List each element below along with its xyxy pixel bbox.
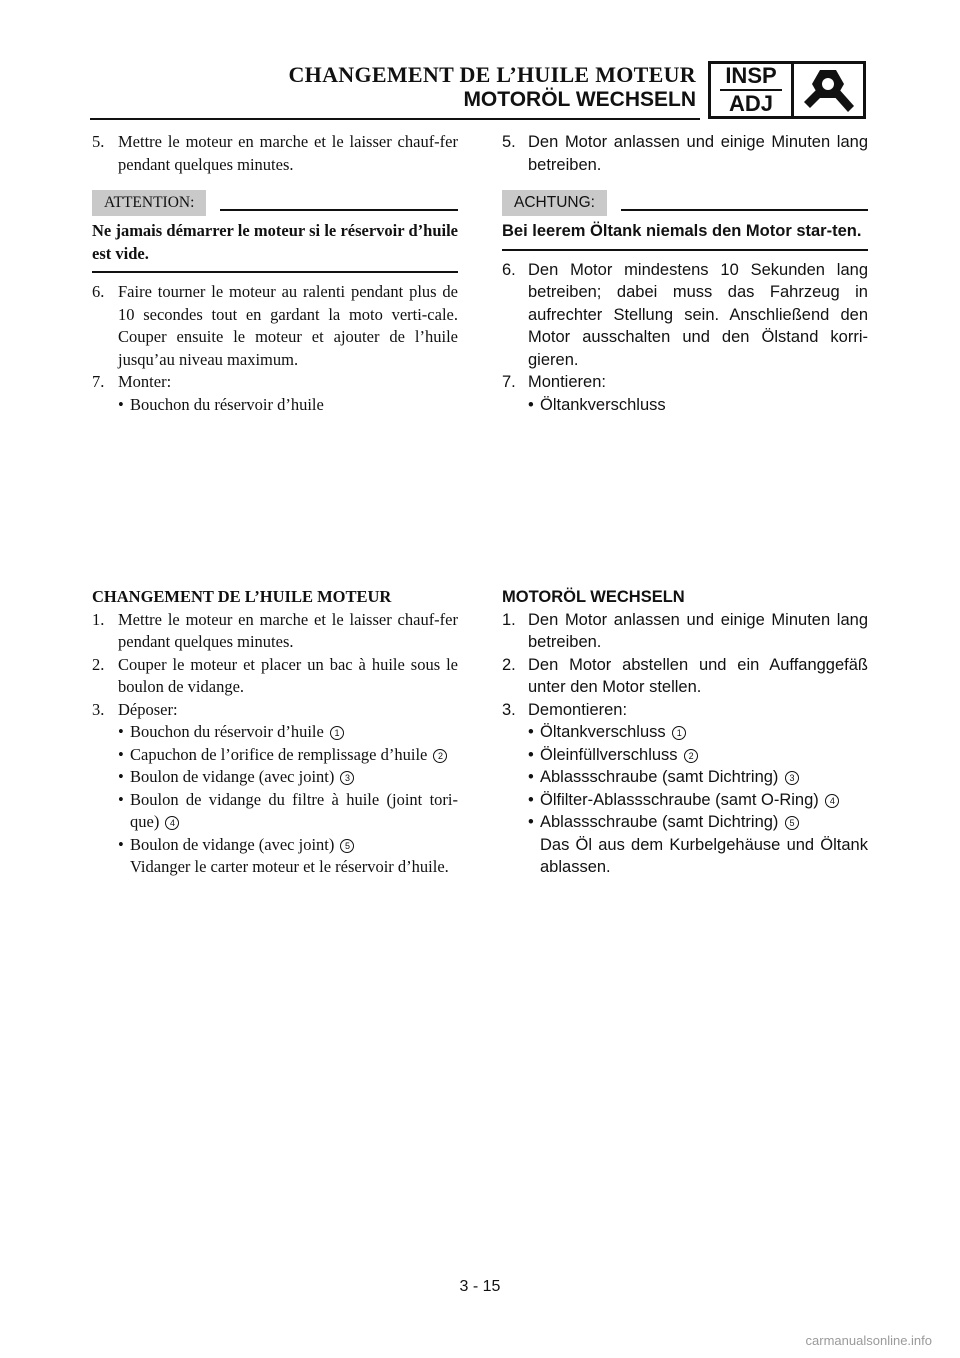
step-text: Couper le moteur et placer un bac à huile sous le boulon de vidange. [118,654,458,696]
bullet-text: Capuchon de l’orifice de remplissage d’huile [130,744,428,764]
bullet-dot: • [528,723,534,741]
step-text: Den Motor abstellen und ein Auffanggefäß unter den Motor stellen. [528,655,868,696]
de-section-title: MOTORÖL WECHSELN [502,588,685,606]
de-step-2 [502,654,868,699]
de-bullet-2 [502,744,868,767]
step-number: 1. [92,609,105,629]
bullet-text: Bouchon du réservoir d’huile [130,394,324,414]
step-text: Demontieren: [528,700,628,719]
callout-number: 2 [684,749,698,763]
bullet-text: Ablassschraube (samt Dichtring) [540,768,779,786]
badge-text [711,64,794,116]
callout-number: 3 [340,771,354,785]
fr-step-3 [92,699,458,722]
step-text: Monter: [118,372,172,391]
de-top-section [502,131,868,416]
fr-step-2 [92,654,458,699]
step-number: 2. [502,655,516,674]
bullet-dot: • [528,745,534,764]
fr-section-title: CHANGEMENT DE L’HUILE MOTEUR [92,587,392,606]
bullet-text: Öltankverschluss [540,723,666,741]
step-number: 7. [502,373,516,391]
header-rule [90,118,700,120]
bullet-dot: • [118,789,124,809]
step-text: Faire tourner le moteur au ralenti pendant plus de 10 secondes tout en gardant la moto verti-cale. Couper ensuite le moteur et ajouter de l’huile jusqu’au niveau maximum. [118,282,458,369]
step-text: Den Motor anlassen und einige Minuten lang betreiben. [528,133,868,174]
fr-drain-note: Vidanger le carter moteur et le réservoir d’huile. [130,857,449,876]
badge-bottom-label: ADJ [728,91,773,116]
bullet-text: Boulon de vidange (avec joint) [130,767,335,786]
bullet-dot: • [528,790,534,809]
step-text: Mettre le moteur en marche et le laisser chauf-fer pendant quelques minutes. [118,609,458,651]
fr-warning-header [92,190,458,216]
page-number: 3 - 15 [459,1278,501,1295]
step-number: 6. [502,260,516,279]
step-number: 2. [92,654,105,674]
fr-step-1 [92,609,458,654]
de-step-7 [502,371,868,394]
bullet-dot: • [118,722,124,741]
fr-step-5 [92,131,458,176]
bullet-dot: • [118,767,124,786]
fr-warning-text: Ne jamais démarrer le moteur si le réservoir d’huile est vide. [92,220,458,273]
de-step-7-bullet [502,394,868,417]
step-text: Mettre le moteur en marche et le laisser chauf-fer pendant quelques minutes. [118,132,458,174]
de-bottom-section [502,586,868,879]
fr-step-7 [92,371,458,394]
warning-label: ACHTUNG: [502,190,607,216]
fr-bottom-section [92,586,458,879]
fr-bullet-2 [92,744,458,767]
de-warning-header [502,190,868,216]
step-number: 7. [92,372,105,391]
de-bullet-3 [502,766,868,789]
callout-number: 1 [330,726,344,740]
callout-number: 5 [340,839,354,853]
bullet-text: Ablassschraube (samt Dichtring) [540,813,779,831]
bullet-dot: • [528,813,534,831]
callout-number: 1 [672,726,686,740]
bullet-dot: • [118,834,124,854]
bullet-text: Öleinfüllverschluss [540,745,678,764]
warning-rule [220,209,458,211]
step-number: 3. [502,700,516,719]
fr-bullet-3 [92,766,458,789]
de-warning-text: Bei leerem Öltank niemals den Motor star-ten. [502,220,868,251]
bullet-dot: • [528,768,534,786]
de-step-1 [502,609,868,654]
fr-bullet-5 [92,834,458,857]
step-number: 5. [92,132,105,151]
bullet-dot: • [528,395,534,414]
fr-bullet-4 [92,789,458,834]
wrench-nut-icon [794,64,863,116]
step-number: 3. [92,699,105,719]
bullet-text: Öltankverschluss [540,395,666,414]
step-number: 5. [502,133,516,151]
bullet-dot: • [118,394,124,414]
fr-step-6 [92,281,458,371]
warning-label: ATTENTION: [92,190,206,216]
callout-number: 4 [825,794,839,808]
bullet-text: Bouchon du réservoir d’huile [130,722,324,741]
de-step-5 [502,131,868,176]
callout-number: 2 [433,749,447,763]
step-text: Montieren: [528,373,606,391]
callout-number: 4 [165,816,179,830]
step-text: Déposer: [118,699,178,719]
header-title-de: MOTORÖL WECHSELN [463,88,696,111]
fr-bullet-1 [92,721,458,744]
insp-adj-badge [708,61,866,119]
de-bullet-4 [502,789,868,812]
header-title-fr: CHANGEMENT DE L’HUILE MOTEUR [288,62,696,87]
badge-top-label: INSP [725,63,777,88]
bullet-text: Boulon de vidange (avec joint) [130,834,335,854]
de-step-6 [502,259,868,372]
step-number: 6. [92,282,105,301]
callout-number: 5 [785,816,799,830]
bullet-text: Boulon de vidange du filtre à huile (joint tori-que) [130,789,458,831]
fr-step-7-bullet [92,394,458,417]
watermark: carmanualsonline.info [805,1333,932,1348]
bullet-text: Ölfilter-Ablassschraube (samt O-Ring) [540,790,819,809]
bullet-dot: • [118,744,124,764]
step-text: Den Motor anlassen und einige Minuten lang betreiben. [528,610,868,651]
fr-top-section [92,131,458,416]
de-bullet-1 [502,721,868,744]
step-text: Den Motor mindestens 10 Sekunden lang betreiben; dabei muss das Fahrzeug in aufrechter Stellung sein. Anschließend den Motor ausschalten und den Ölstand korri-gieren. [528,260,868,369]
de-bullet-5 [502,811,868,834]
de-drain-note: Das Öl aus dem Kurbelgehäuse und Öltank ablassen. [540,835,868,876]
step-number: 1. [502,610,516,629]
de-step-3 [502,699,868,722]
warning-rule [621,209,868,211]
callout-number: 3 [785,771,799,785]
